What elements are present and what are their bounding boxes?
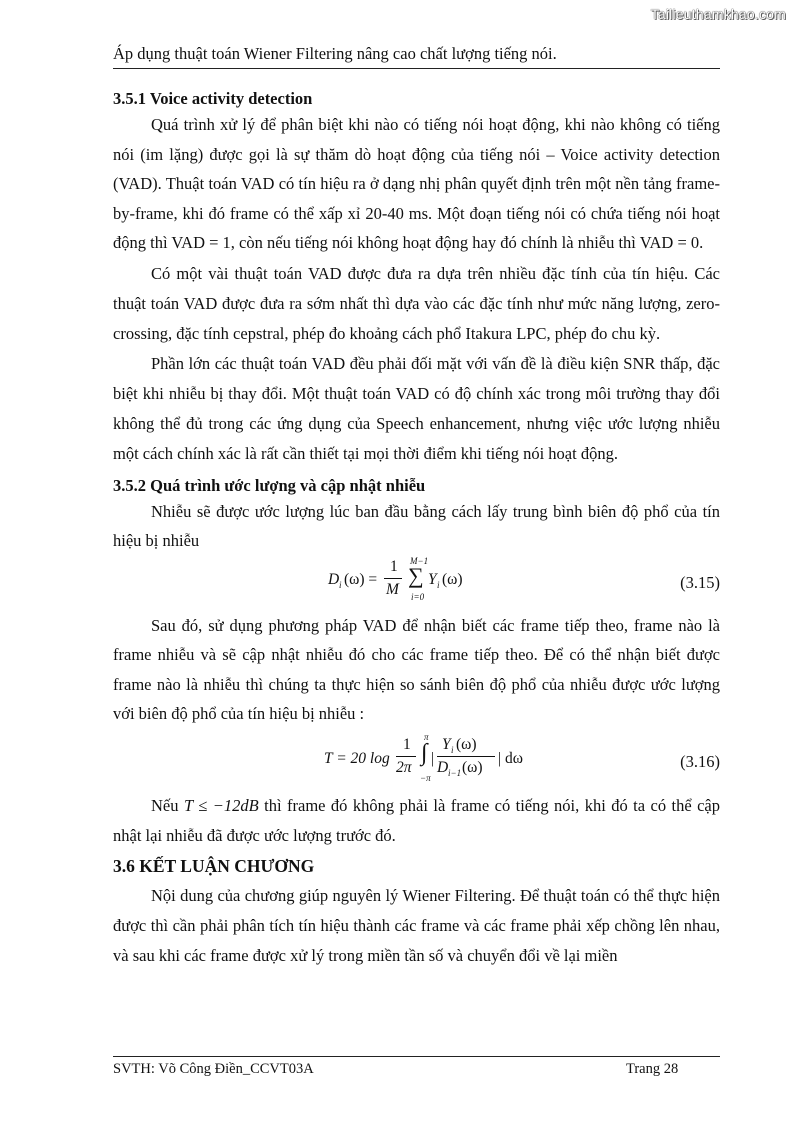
- page-content: [113, 88, 720, 971]
- threshold-expression: T ≤ −12dB: [183, 795, 259, 815]
- section-3-5-1-heading: 3.5.1 Voice activity detection: [113, 89, 313, 108]
- paragraph-conclusion: Nội dung của chương giúp nguyên lý Wiener Filtering. Để thuật toán có thể thực hiện được thì cần phải phân tích tín hiệu thành các frame và các frame phải xếp chồng lên nhau, và sau khi các frame được xử lý trong miền tần số và chuyển đổi về lại miền: [113, 885, 720, 965]
- equation-3-16: T = 20 log 1 2π π ∫ −π | Y i (ω) D i−1 (ω) | dω (3.16): [324, 731, 720, 783]
- footer-page-number: Trang 28: [626, 1061, 679, 1077]
- footer-divider: [113, 1056, 720, 1057]
- paragraph-frame-compare: Sau đó, sử dụng phương pháp VAD để nhận biết các frame tiếp theo, frame nào là frame nhiễu và sẽ cập nhật nhiễu đó cho các frame tiếp theo. Để có thể nhận biết được frame nào là nhiễu thì chúng ta thực hiện so sánh biên độ phổ của nhiễu được ước lượng với biên độ phổ của tín hiệu bị nhiễu :: [113, 615, 720, 723]
- section-3-5-2-heading: 3.5.2 Quá trình ước lượng và cập nhật nhiễu: [113, 475, 426, 495]
- section-3-6-heading: 3.6 KẾT LUẬN CHƯƠNG: [113, 855, 315, 876]
- paragraph-threshold: Nếu T ≤ −12dB thì frame đó không phải là frame có tiếng nói, khi đó ta có thể cập nhật lại nhiễu đã được ước lượng trước đó.: [113, 795, 720, 845]
- paragraph-vad-snr: Phần lớn các thuật toán VAD đều phải đối mặt với vấn đề là điều kiện SNR thấp, đặc biệt khi nhiễu bị thay đổi. Một thuật toán VAD có độ chính xác trong môi trường thay đổi không thể đủ trong các ứng dụng của Speech enhancement, nhưng việc ước lượng nhiễu một cách chính xác là rất cần thiết tại mọi thời điểm khi tiếng nói hoạt động.: [113, 353, 720, 463]
- footer-author: SVTH: Võ Công Điền_CCVT03A: [113, 1061, 314, 1077]
- paragraph-vad-algorithms: Có một vài thuật toán VAD được đưa ra dựa trên nhiều đặc tính của tín hiệu. Các thuật toán VAD được đưa ra sớm nhất thì dựa vào các đặc tính như mức năng lượng, zero-crossing, đặc tính cepstral, phép đo khoảng cách phổ Itakura LPC, phép đo chu kỳ.: [113, 263, 720, 343]
- paragraph-vad-definition: Quá trình xử lý để phân biệt khi nào có tiếng nói hoạt động, khi nào không có tiếng nói (im lặng) được gọi là sự thăm dò hoạt động của tiếng nói – Voice activity detection (VAD). Thuật toán VAD có tín hiệu ra ở dạng nhị phân quyết định trên một nền tảng frame-by-frame, khi đó frame có thể xấp xỉ 20-40 ms. Một đoạn tiếng nói có chứa tiếng nói hoạt động thì VAD = 1, còn nếu tiếng nói không hoạt động hay đó chính là nhiễu thì VAD = 0.: [113, 115, 720, 252]
- watermark: Tailieuthamkhao.com: [650, 6, 786, 22]
- equation-3-15: D i (ω) = 1 M M−1 ∑ i=0 Y i (ω) (3.15): [328, 555, 720, 602]
- equation-3-16-number: (3.16): [680, 751, 720, 771]
- equation-3-15-number: (3.15): [680, 572, 720, 592]
- page-header: Áp dụng thuật toán Wiener Filtering nâng cao chất lượng tiếng nói.: [113, 44, 557, 63]
- header-divider: [113, 68, 720, 69]
- paragraph-noise-estimate: Nhiễu sẽ được ước lượng lúc ban đầu bằng cách lấy trung bình biên độ phổ của tín hiệu bị nhiễu: [113, 501, 720, 550]
